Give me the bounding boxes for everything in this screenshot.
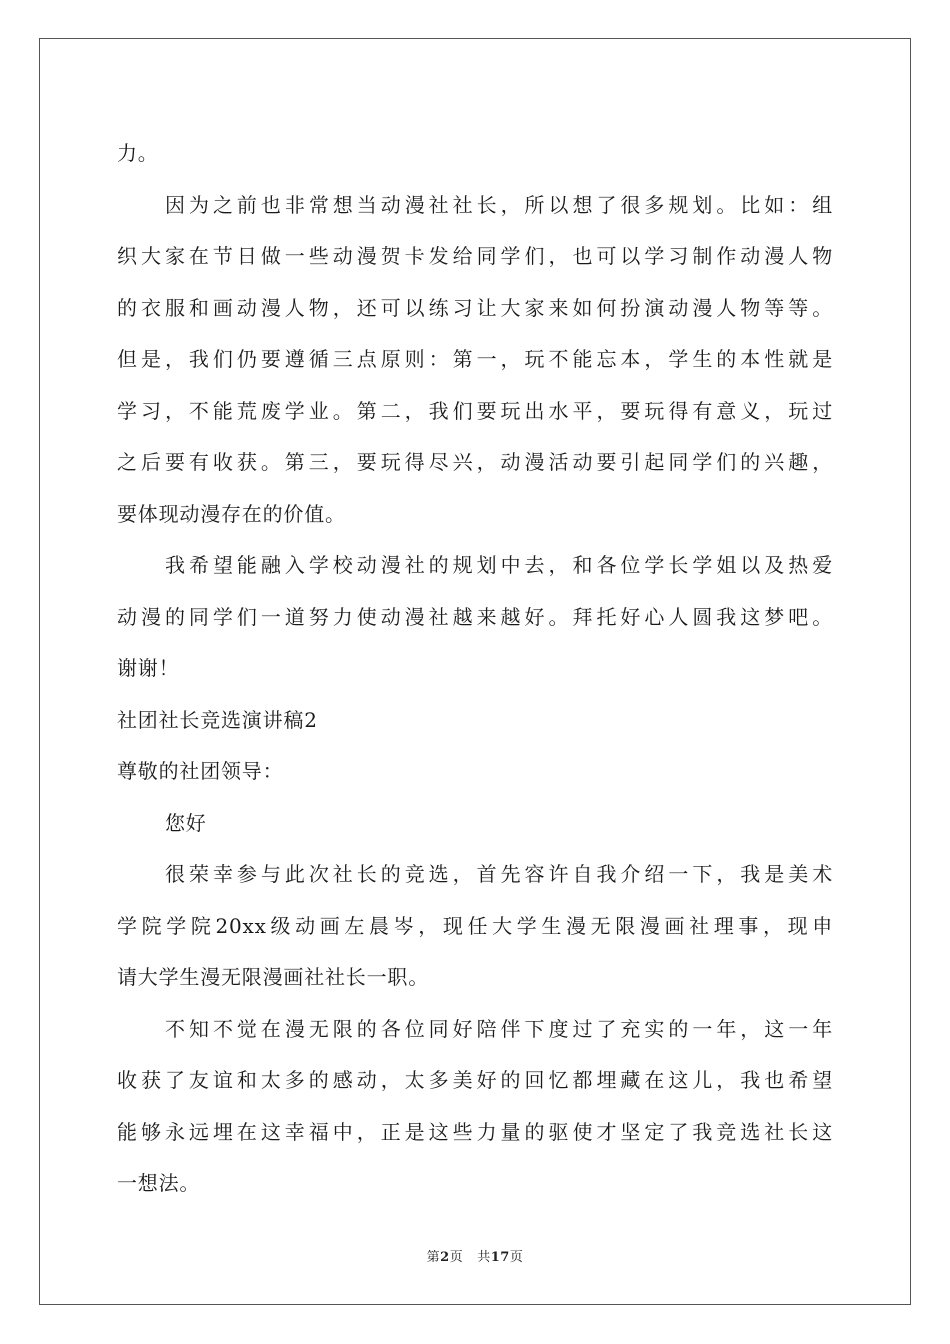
text-line: 但是，我们仍要遵循三点原则：第一，玩不能忘本，学生的本性就是 bbox=[117, 347, 833, 371]
document-body bbox=[117, 128, 833, 1210]
text-line: 一想法。 bbox=[117, 1171, 201, 1195]
text-line: 力。 bbox=[117, 141, 159, 165]
salutation: 尊敬的社团领导： bbox=[117, 759, 284, 783]
text-line: 能够永远埋在这幸福中，正是这些力量的驱使才坚定了我竞选社长这 bbox=[117, 1119, 833, 1144]
current-page-number: 2 bbox=[440, 1250, 450, 1265]
text-line: 因为之前也非常想当动漫社社长，所以想了很多规划。比如：组 bbox=[165, 192, 833, 217]
text-line: 学习，不能荒废学业。第二，我们要玩出水平，要玩得有意义，玩过 bbox=[117, 398, 833, 423]
page-indicator: 第2页 bbox=[426, 1250, 464, 1265]
text-line: 学院学院20xx级动画左晨岑，现任大学生漫无限漫画社理事，现申 bbox=[117, 913, 833, 938]
text-line: 我希望能融入学校动漫社的规划中去，和各位学长学姐以及热爱 bbox=[165, 553, 833, 577]
text-line: 不知不觉在漫无限的各位同好陪伴下度过了充实的一年，这一年 bbox=[165, 1016, 833, 1041]
text-line: 谢谢！ bbox=[117, 656, 180, 680]
text-line: 织大家在节日做一些动漫贺卡发给同学们，也可以学习制作动漫人物 bbox=[117, 244, 833, 268]
page-footer bbox=[0, 1246, 950, 1265]
text-line: 之后要有收获。第三，要玩得尽兴，动漫活动要引起同学们的兴趣， bbox=[117, 450, 833, 474]
section-title: 社团社长竞选演讲稿2 bbox=[117, 707, 318, 732]
greeting: 您好 bbox=[165, 810, 207, 835]
total-pages-indicator: 共17页 bbox=[477, 1250, 524, 1265]
text-line: 动漫的同学们一道努力使动漫社越来越好。拜托好心人圆我这梦吧。 bbox=[117, 604, 833, 629]
text-line: 很荣幸参与此次社长的竞选，首先容许自我介绍一下，我是美术 bbox=[165, 862, 833, 886]
text-line: 的衣服和画动漫人物，还可以练习让大家来如何扮演动漫人物等等。 bbox=[117, 295, 833, 320]
text-line: 收获了友谊和太多的感动，太多美好的回忆都埋藏在这儿，我也希望 bbox=[117, 1068, 833, 1092]
text-line: 要体现动漫存在的价值。 bbox=[117, 501, 346, 526]
text-line: 请大学生漫无限漫画社社长一职。 bbox=[117, 965, 429, 989]
total-pages-number: 17 bbox=[490, 1250, 510, 1265]
